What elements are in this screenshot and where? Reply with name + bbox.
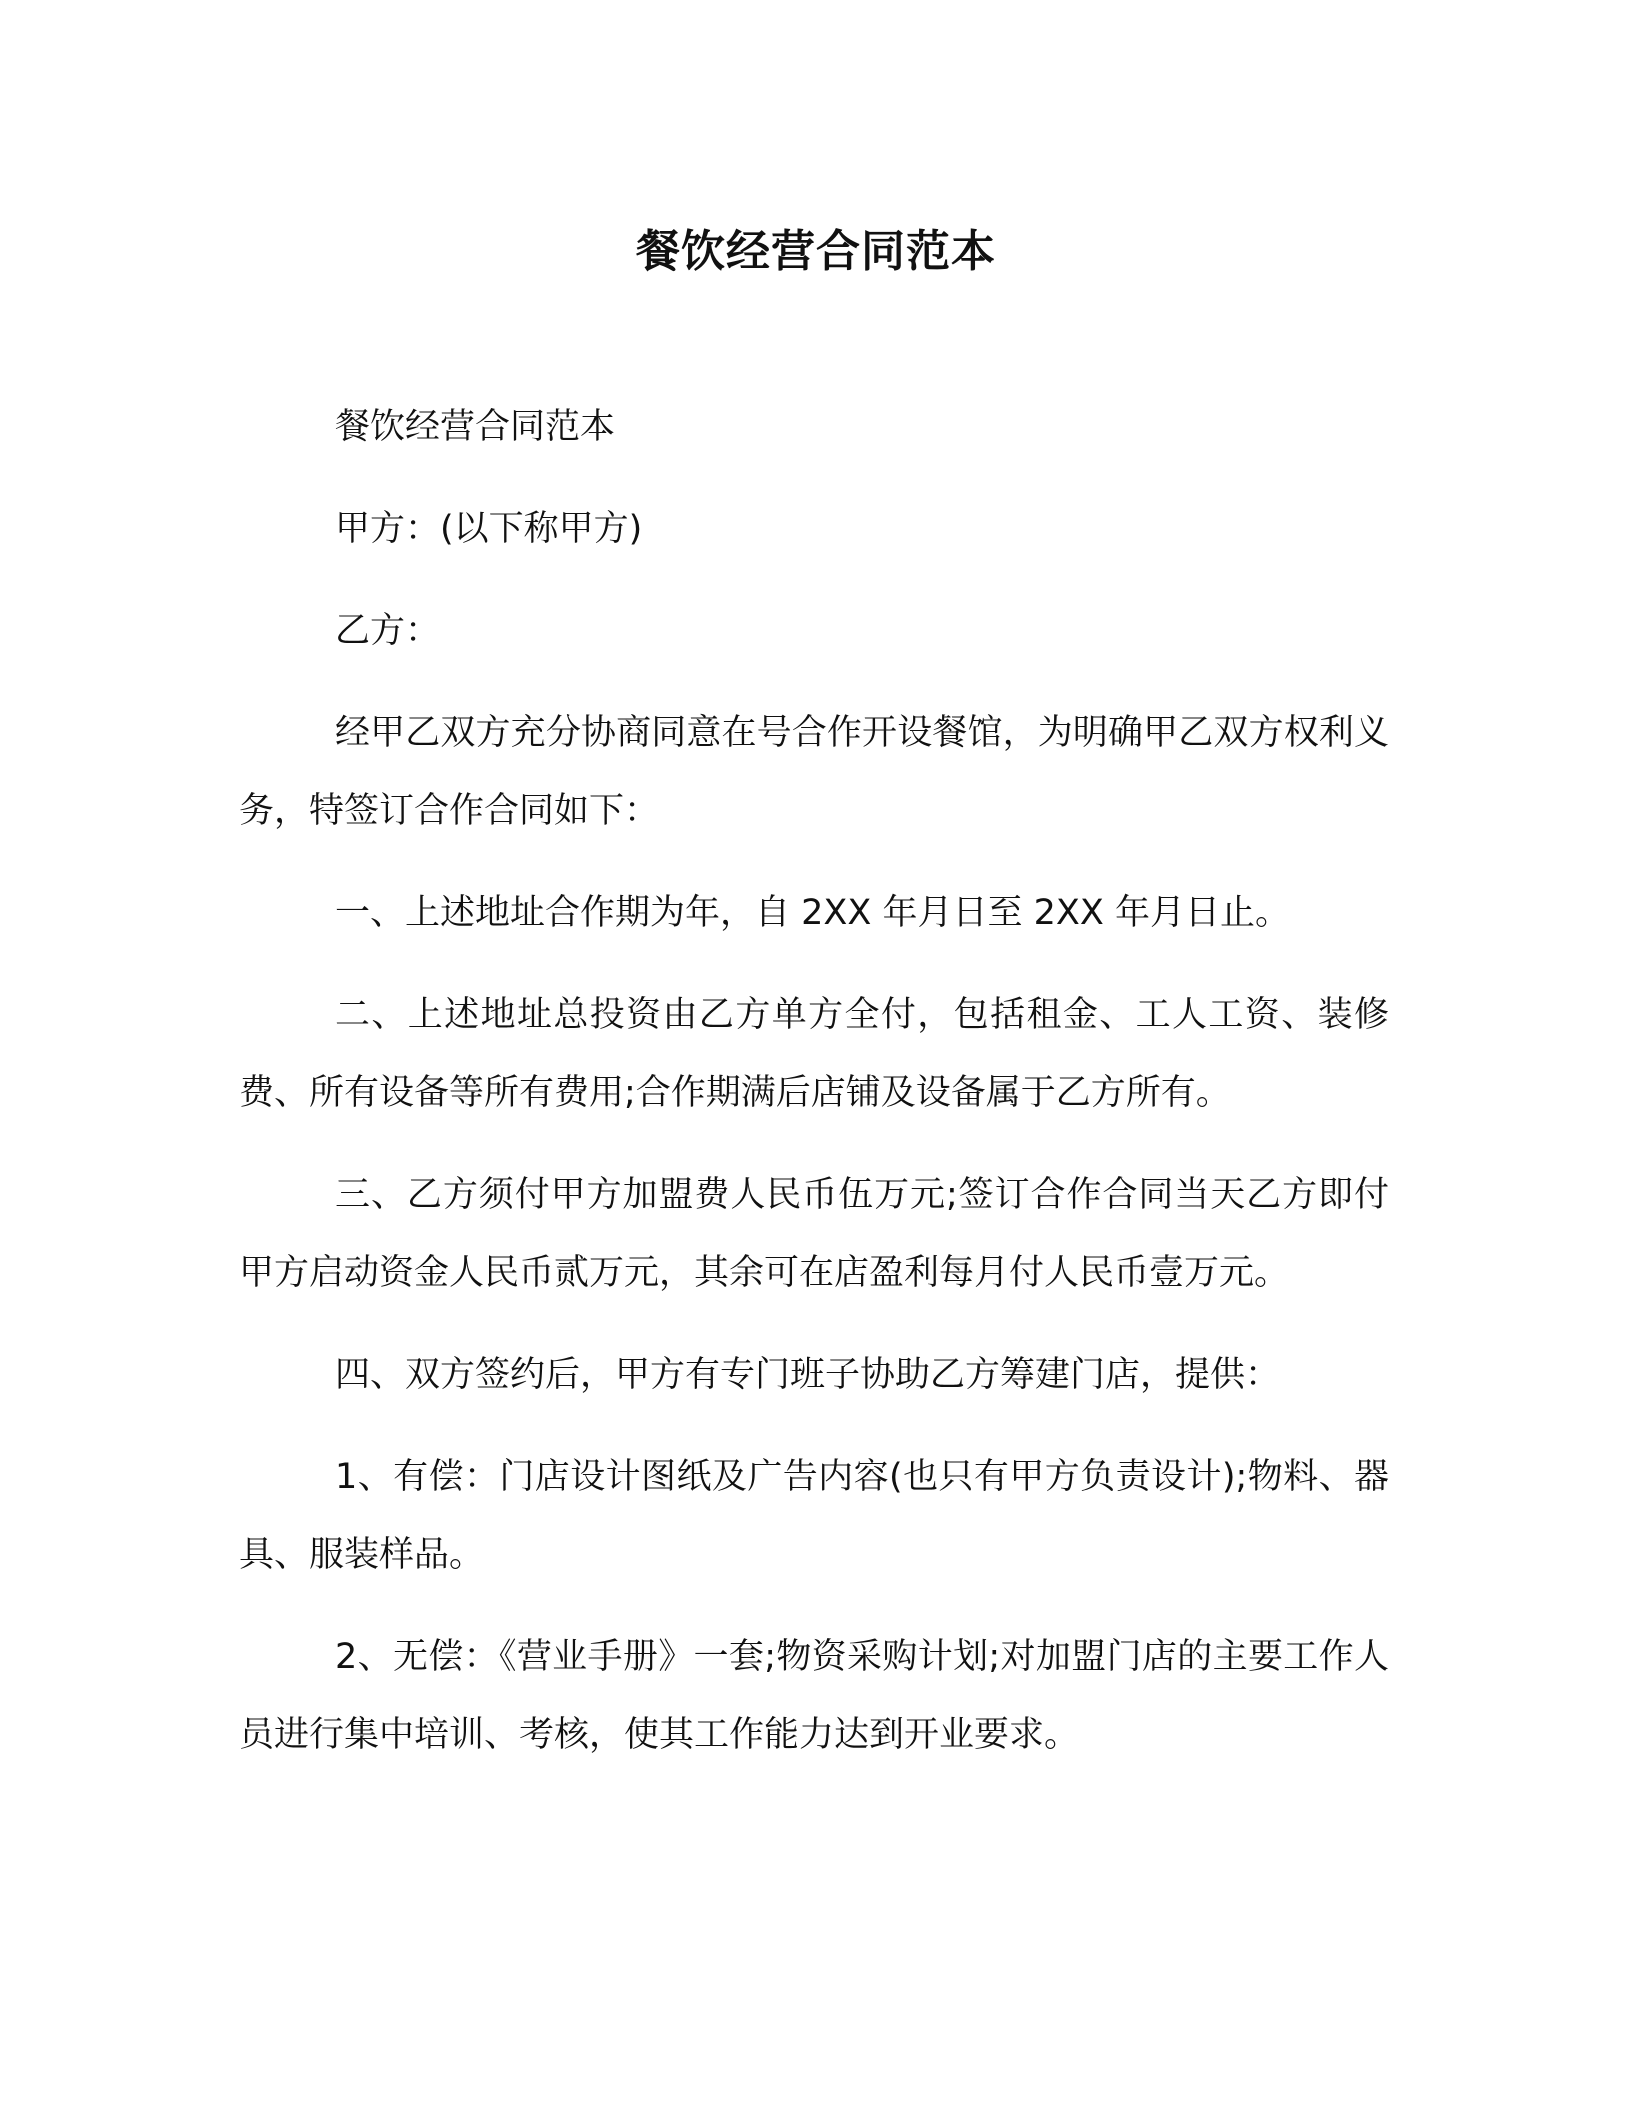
paragraph-preamble: 经甲乙双方充分协商同意在号合作开设餐馆，为明确甲乙双方权利义务，特签订合作合同如下： [239, 713, 1389, 831]
paragraph-item-free: 2、无偿：《营业手册》一套;物资采购计划;对加盟门店的主要工作人员进行集中培训、考核，使其工作能力达到开业要求。 [239, 1637, 1389, 1755]
document-body [239, 388, 1389, 1798]
paragraph-clause-1: 一、上述地址合作期为年，自 2XX 年月日至 2XX 年月日止。 [335, 893, 1290, 933]
paragraph-heading: 餐饮经营合同范本 [335, 407, 616, 447]
document-title: 餐饮经营合同范本 [636, 226, 996, 277]
paragraph-item-paid: 1、有偿：门店设计图纸及广告内容(也只有甲方负责设计);物料、器具、服装样品。 [239, 1457, 1389, 1575]
paragraph-clause-2: 二、上述地址总投资由乙方单方全付，包括租金、工人工资、装修费、所有设备等所有费用;合作期满后店铺及设备属于乙方所有。 [239, 995, 1389, 1113]
paragraph-clause-3: 三、乙方须付甲方加盟费人民币伍万元;签订合作合同当天乙方即付甲方启动资金人民币贰万元，其余可在店盈利每月付人民币壹万元。 [239, 1175, 1389, 1293]
paragraph-party-b: 乙方： [335, 611, 441, 651]
paragraph-party-a: 甲方：(以下称甲方) [335, 509, 643, 549]
paragraph-clause-4: 四、双方签约后，甲方有专门班子协助乙方筹建门店，提供： [335, 1355, 1281, 1395]
